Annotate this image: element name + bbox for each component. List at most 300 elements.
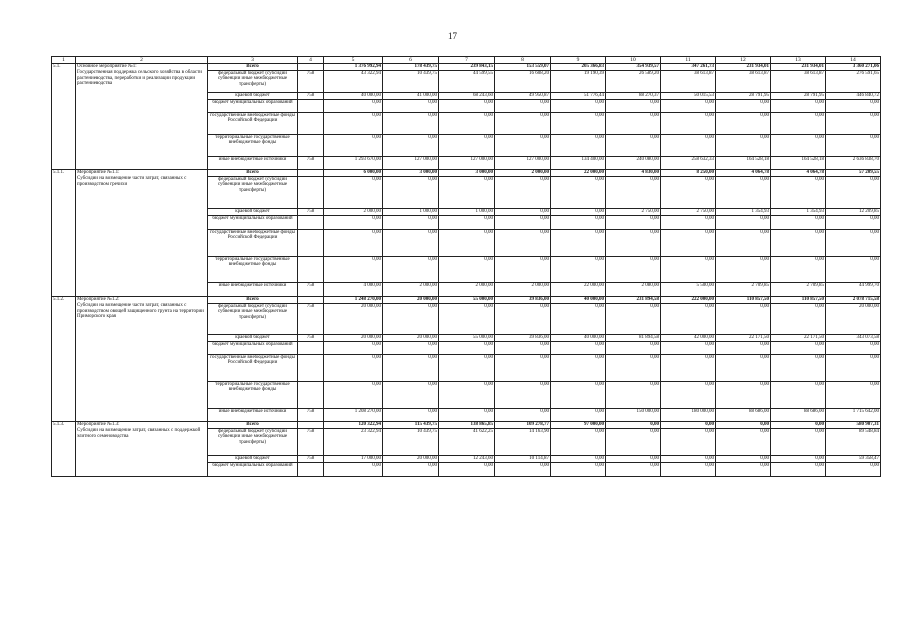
amount-cell: 120 322,94 — [324, 422, 383, 429]
amount-cell: 2 636 838,70 — [826, 157, 881, 170]
table-row — [52, 297, 881, 304]
amount-cell: 0,00 — [551, 429, 606, 456]
amount-cell: 0,00 — [606, 422, 661, 429]
amount-cell: 97 000,00 — [551, 422, 606, 429]
funding-source: Всего — [208, 297, 298, 304]
amount-cell: 231 934,01 — [771, 64, 826, 71]
amount-cell: 40 000,00 — [551, 297, 606, 304]
amount-cell: 88 686,00 — [716, 409, 771, 422]
block-title: Мероприятие №1.2: — [77, 297, 120, 302]
amount-cell: 110 857,50 — [716, 297, 771, 304]
amount-cell: 0,00 — [439, 113, 495, 135]
amount-cell: 51 776,44 — [551, 93, 606, 100]
funding-source: федеральный бюджет (субсидии субвенции иные межбюджетные трансферты) — [208, 304, 298, 335]
funding-source: федеральный бюджет (субсидии субвенции иные межбюджетные трансферты) — [208, 429, 298, 456]
amount-cell: 2 750,00 — [606, 209, 661, 216]
amount-cell: 0,00 — [383, 355, 439, 382]
amount-cell: 0,00 — [551, 113, 606, 135]
amount-cell: 0,00 — [383, 100, 439, 113]
budget-code — [298, 342, 324, 355]
amount-cell: 22 000,00 — [551, 170, 606, 177]
amount-cell: 222 000,00 — [661, 297, 716, 304]
amount-cell: 0,00 — [716, 257, 771, 283]
block-name-cell — [76, 170, 208, 297]
amount-cell: 16 608,20 — [495, 71, 551, 93]
amount-cell: 0,00 — [771, 230, 826, 257]
amount-cell: 0,00 — [324, 257, 383, 283]
amount-cell: 0,00 — [716, 177, 771, 209]
amount-cell: 446 840,72 — [826, 93, 881, 100]
funding-source: краевой бюджет — [208, 335, 298, 342]
amount-cell: 0,00 — [771, 429, 826, 456]
amount-cell: 240 080,00 — [606, 157, 661, 170]
amount-cell: 0,00 — [826, 342, 881, 355]
amount-cell: 153 559,07 — [495, 64, 551, 71]
amount-cell: 0,00 — [495, 209, 551, 216]
amount-cell: 0,00 — [383, 113, 439, 135]
amount-cell: 0,00 — [324, 382, 383, 409]
amount-cell: 38 613,87 — [661, 71, 716, 93]
funding-source: краевой бюджет — [208, 93, 298, 100]
amount-cell: 50 015,53 — [661, 93, 716, 100]
amount-cell: 26 589,20 — [606, 71, 661, 93]
amount-cell: 0,00 — [383, 135, 439, 157]
financing-table — [51, 56, 881, 477]
amount-cell: 2 000,00 — [439, 283, 495, 297]
amount-cell: 0,00 — [606, 100, 661, 113]
amount-cell: 0,00 — [771, 100, 826, 113]
amount-cell: 0,00 — [661, 257, 716, 283]
column-number: 5 — [324, 57, 383, 64]
amount-cell: 88 686,00 — [771, 409, 826, 422]
funding-source: государственные внебюджетные фонды Российской Федерации — [208, 113, 298, 135]
amount-cell: 0,00 — [383, 304, 439, 335]
amount-cell: 0,00 — [324, 230, 383, 257]
amount-cell: 0,00 — [771, 382, 826, 409]
amount-cell: 276 591,65 — [826, 71, 881, 93]
amount-cell: 0,00 — [439, 409, 495, 422]
amount-cell: 0,00 — [551, 355, 606, 382]
budget-code: 758 — [298, 157, 324, 170]
amount-cell: 12 209,85 — [826, 209, 881, 216]
amount-cell: 0,00 — [439, 382, 495, 409]
amount-cell: 0,00 — [661, 355, 716, 382]
column-number: 8 — [495, 57, 551, 64]
amount-cell: 23 322,94 — [324, 429, 383, 456]
block-number: 5.1.1. — [52, 170, 76, 297]
amount-cell: 38 613,87 — [716, 71, 771, 93]
column-number: 12 — [716, 57, 771, 64]
amount-cell: 0,00 — [771, 355, 826, 382]
amount-cell: 0,00 — [716, 230, 771, 257]
block-description: Субсидии на возмещение затрат, связанных с поддержкой элитного семеноводства — [77, 428, 201, 439]
amount-cell: 0,00 — [606, 382, 661, 409]
amount-cell: 0,00 — [771, 422, 826, 429]
amount-cell: 0,00 — [771, 342, 826, 355]
amount-cell: 0,00 — [661, 216, 716, 230]
amount-cell: 0,00 — [439, 216, 495, 230]
budget-code: 758 — [298, 93, 324, 100]
block-description: Субсидии на возмещение части затрат, связанных с производством гречихи — [77, 176, 187, 187]
column-number: 11 — [661, 57, 716, 64]
amount-cell: 0,00 — [324, 135, 383, 157]
amount-cell: 41 622,25 — [439, 429, 495, 456]
amount-cell: 20 000,00 — [324, 304, 383, 335]
amount-cell: 231 934,01 — [716, 64, 771, 71]
amount-cell: 0,00 — [324, 463, 383, 477]
column-number: 14 — [826, 57, 881, 64]
amount-cell: 14 163,90 — [495, 429, 551, 456]
amount-cell: 0,00 — [826, 100, 881, 113]
amount-cell: 22 171,50 — [771, 335, 826, 342]
amount-cell: 110 857,50 — [771, 297, 826, 304]
amount-cell: 0,00 — [439, 355, 495, 382]
amount-cell: 0,00 — [383, 409, 439, 422]
amount-cell: 0,00 — [716, 382, 771, 409]
amount-cell: 0,00 — [716, 342, 771, 355]
amount-cell: 0,00 — [661, 456, 716, 463]
budget-code: 758 — [298, 456, 324, 463]
amount-cell: 17 000,00 — [324, 456, 383, 463]
amount-cell: 2 078 715,58 — [826, 297, 881, 304]
block-name-cell — [76, 422, 208, 477]
amount-cell: 258 632,33 — [661, 157, 716, 170]
amount-cell: 0,00 — [606, 429, 661, 456]
amount-cell: 0,00 — [551, 456, 606, 463]
block-number: 5.1. — [52, 64, 76, 170]
amount-cell: 0,00 — [606, 135, 661, 157]
block-description: Субсидии на возмещение части затрат, связанных с производством овощей защищенного грунта на территории Приморского края — [77, 303, 204, 319]
amount-cell: 0,00 — [439, 100, 495, 113]
amount-cell: 2 000,00 — [324, 209, 383, 216]
amount-cell: 0,00 — [716, 113, 771, 135]
amount-cell: 180 000,00 — [661, 409, 716, 422]
amount-cell: 115 439,75 — [383, 422, 439, 429]
column-number: 13 — [771, 57, 826, 64]
amount-cell: 0,00 — [606, 456, 661, 463]
amount-cell: 164 528,18 — [716, 157, 771, 170]
amount-cell: 0,00 — [324, 100, 383, 113]
amount-cell: 127 000,00 — [383, 157, 439, 170]
amount-cell: 0,00 — [826, 177, 881, 209]
funding-source: федеральный бюджет (субсидии субвенции иные межбюджетные трансферты) — [208, 177, 298, 209]
amount-cell: 10 439,75 — [383, 429, 439, 456]
budget-code — [298, 382, 324, 409]
amount-cell: 0,00 — [551, 257, 606, 283]
amount-cell: 0,00 — [771, 456, 826, 463]
amount-cell: 2 000,00 — [495, 170, 551, 177]
amount-cell: 343 073,58 — [826, 335, 881, 342]
budget-code: 758 — [298, 283, 324, 297]
budget-code: 758 — [298, 209, 324, 216]
budget-code: 758 — [298, 335, 324, 342]
amount-cell: 4 064,78 — [771, 170, 826, 177]
amount-cell: 0,00 — [661, 113, 716, 135]
amount-cell: 3 360 271,06 — [826, 64, 881, 71]
amount-cell: 22 171,50 — [716, 335, 771, 342]
amount-cell: 0,00 — [661, 177, 716, 209]
budget-code — [298, 257, 324, 283]
budget-code — [298, 422, 324, 429]
amount-cell: 55 000,00 — [439, 335, 495, 342]
funding-source: федеральный бюджет (субсидии субвенции иные межбюджетные трансферты) — [208, 71, 298, 93]
amount-cell: 0,00 — [606, 304, 661, 335]
amount-cell: 0,00 — [606, 230, 661, 257]
amount-cell: 0,00 — [551, 463, 606, 477]
amount-cell: 0,00 — [716, 456, 771, 463]
amount-cell: 0,00 — [495, 342, 551, 355]
column-number: 1 — [52, 57, 76, 64]
amount-cell: 0,00 — [551, 230, 606, 257]
amount-cell: 127 000,00 — [439, 157, 495, 170]
amount-cell: 0,00 — [661, 135, 716, 157]
amount-cell: 0,00 — [606, 355, 661, 382]
amount-cell: 8 250,00 — [661, 170, 716, 177]
amount-cell: 0,00 — [826, 382, 881, 409]
amount-cell: 3 000,00 — [383, 170, 439, 177]
budget-code — [298, 135, 324, 157]
amount-cell: 59 358,47 — [826, 456, 881, 463]
amount-cell: 1 248 270,00 — [324, 297, 383, 304]
amount-cell: 0,00 — [771, 177, 826, 209]
amount-cell: 239 843,15 — [439, 64, 495, 71]
amount-cell: 580 907,31 — [826, 422, 881, 429]
amount-cell: 0,00 — [495, 216, 551, 230]
amount-cell: 1 354,93 — [716, 209, 771, 216]
block-title: Мероприятие №1.1: — [77, 170, 120, 175]
amount-cell: 0,00 — [495, 113, 551, 135]
amount-cell: 205 366,83 — [551, 64, 606, 71]
amount-cell: 81 894,58 — [606, 335, 661, 342]
amount-cell: 0,00 — [439, 463, 495, 477]
amount-cell: 0,00 — [495, 382, 551, 409]
amount-cell: 0,00 — [383, 463, 439, 477]
amount-cell: 0,00 — [324, 113, 383, 135]
amount-cell: 0,00 — [771, 135, 826, 157]
amount-cell: 0,00 — [661, 429, 716, 456]
budget-code — [298, 216, 324, 230]
amount-cell: 1 000,00 — [383, 209, 439, 216]
amount-cell: 347 261,73 — [661, 64, 716, 71]
funding-source: иные внебюджетные источники — [208, 157, 298, 170]
amount-cell: 0,00 — [495, 304, 551, 335]
amount-cell: 0,00 — [439, 342, 495, 355]
budget-code — [298, 463, 324, 477]
budget-code: 758 — [298, 304, 324, 335]
amount-cell: 0,00 — [606, 257, 661, 283]
amount-cell: 4 830,00 — [606, 170, 661, 177]
amount-cell: 0,00 — [495, 257, 551, 283]
block-title: Основное мероприятие №1: — [77, 64, 137, 69]
amount-cell: 0,00 — [495, 135, 551, 157]
amount-cell: 1 208 270,00 — [324, 409, 383, 422]
amount-cell: 0,00 — [606, 113, 661, 135]
amount-cell: 49 950,87 — [495, 93, 551, 100]
column-number: 10 — [606, 57, 661, 64]
amount-cell: 0,00 — [551, 304, 606, 335]
budget-code — [298, 355, 324, 382]
budget-code — [298, 64, 324, 71]
funding-source: бюджет муниципальных образований — [208, 342, 298, 355]
amount-cell: 0,00 — [495, 355, 551, 382]
amount-cell: 0,00 — [439, 257, 495, 283]
amount-cell: 0,00 — [324, 177, 383, 209]
amount-cell: 0,00 — [771, 257, 826, 283]
block-number: 5.1.3. — [52, 422, 76, 477]
amount-cell: 0,00 — [771, 113, 826, 135]
amount-cell: 0,00 — [826, 230, 881, 257]
funding-source: иные внебюджетные источники — [208, 283, 298, 297]
amount-cell: 6 000,00 — [324, 170, 383, 177]
amount-cell: 1 376 992,94 — [324, 64, 383, 71]
amount-cell: 5 500,00 — [661, 283, 716, 297]
table-row — [52, 422, 881, 429]
amount-cell: 0,00 — [551, 177, 606, 209]
funding-source: краевой бюджет — [208, 456, 298, 463]
amount-cell: 127 000,00 — [495, 157, 551, 170]
amount-cell: 0,00 — [661, 342, 716, 355]
column-number: 3 — [208, 57, 298, 64]
amount-cell: 0,00 — [324, 216, 383, 230]
amount-cell: 1 715 642,00 — [826, 409, 881, 422]
budget-code — [298, 100, 324, 113]
amount-cell: 0,00 — [606, 177, 661, 209]
amount-cell: 0,00 — [383, 230, 439, 257]
amount-cell: 10 114,87 — [495, 456, 551, 463]
amount-cell: 2 709,85 — [771, 283, 826, 297]
amount-cell: 0,00 — [606, 216, 661, 230]
amount-cell: 0,00 — [716, 100, 771, 113]
amount-cell: 0,00 — [661, 230, 716, 257]
funding-source: территориальные государственные внебюджетные фонды — [208, 257, 298, 283]
amount-cell: 0,00 — [383, 257, 439, 283]
amount-cell: 2 080,00 — [606, 283, 661, 297]
budget-code — [298, 297, 324, 304]
amount-cell: 0,00 — [324, 342, 383, 355]
amount-cell: 0,00 — [661, 100, 716, 113]
amount-cell: 39 836,00 — [495, 335, 551, 342]
amount-cell: 2 000,00 — [383, 283, 439, 297]
amount-cell: 0,00 — [771, 304, 826, 335]
amount-cell: 0,00 — [324, 355, 383, 382]
funding-source: территориальные государственные внебюджетные фонды — [208, 382, 298, 409]
amount-cell: 0,00 — [716, 463, 771, 477]
amount-cell: 28 791,95 — [771, 93, 826, 100]
amount-cell: 20 000,00 — [324, 335, 383, 342]
amount-cell: 0,00 — [551, 382, 606, 409]
block-description: Государственная поддержка сельского хозяйства в области растениеводства, переработки и реализации продукции растениеводства — [77, 70, 202, 86]
funding-source: краевой бюджет — [208, 209, 298, 216]
amount-cell: 0,00 — [383, 177, 439, 209]
column-number-row — [52, 57, 881, 64]
amount-cell: 0,00 — [826, 113, 881, 135]
funding-source: иные внебюджетные источники — [208, 409, 298, 422]
budget-code — [298, 113, 324, 135]
amount-cell: 44 999,70 — [826, 283, 881, 297]
amount-cell: 4 064,78 — [716, 170, 771, 177]
amount-cell: 0,00 — [826, 463, 881, 477]
amount-cell: 0,00 — [606, 342, 661, 355]
table-row — [52, 64, 881, 71]
amount-cell: 0,00 — [495, 463, 551, 477]
block-name-cell — [76, 297, 208, 422]
amount-cell: 2 750,00 — [661, 209, 716, 216]
amount-cell: 0,00 — [551, 216, 606, 230]
amount-cell: 41 000,00 — [383, 93, 439, 100]
amount-cell: 354 939,57 — [606, 64, 661, 71]
funding-source: территориальные государственные внебюджетные фонды — [208, 135, 298, 157]
amount-cell: 89 548,84 — [826, 429, 881, 456]
block-number: 5.1.2. — [52, 297, 76, 422]
amount-cell: 0,00 — [716, 429, 771, 456]
funding-source: Всего — [208, 170, 298, 177]
amount-cell: 0,00 — [495, 100, 551, 113]
amount-cell: 1 000,00 — [439, 209, 495, 216]
amount-cell: 20 000,00 — [383, 297, 439, 304]
amount-cell: 0,00 — [826, 216, 881, 230]
amount-cell: 0,00 — [661, 463, 716, 477]
amount-cell: 68 243,60 — [439, 93, 495, 100]
amount-cell: 42 000,00 — [661, 335, 716, 342]
block-name-cell — [76, 64, 208, 170]
funding-source: государственные внебюджетные фонды Российской Федерации — [208, 355, 298, 382]
column-number: 4 — [298, 57, 324, 64]
amount-cell: 0,00 — [661, 382, 716, 409]
amount-cell: 2 000,00 — [495, 283, 551, 297]
funding-source: Всего — [208, 422, 298, 429]
amount-cell: 10 439,75 — [383, 71, 439, 93]
column-number: 6 — [383, 57, 439, 64]
amount-cell: 38 613,87 — [771, 71, 826, 93]
amount-cell: 178 439,75 — [383, 64, 439, 71]
amount-cell: 0,00 — [551, 342, 606, 355]
budget-code — [298, 170, 324, 177]
amount-cell: 0,00 — [439, 230, 495, 257]
amount-cell: 0,00 — [826, 135, 881, 157]
amount-cell: 28 791,95 — [716, 93, 771, 100]
amount-cell: 0,00 — [383, 342, 439, 355]
amount-cell: 44 599,55 — [439, 71, 495, 93]
page-number: 17 — [448, 31, 457, 41]
amount-cell: 57 209,55 — [826, 170, 881, 177]
block-title: Мероприятие №1.3: — [77, 422, 120, 427]
amount-cell: 20 000,00 — [383, 456, 439, 463]
amount-cell: 0,00 — [716, 216, 771, 230]
funding-source: бюджет муниципальных образований — [208, 216, 298, 230]
amount-cell: 0,00 — [383, 216, 439, 230]
amount-cell: 0,00 — [495, 409, 551, 422]
amount-cell: 40 000,00 — [551, 335, 606, 342]
amount-cell: 0,00 — [716, 422, 771, 429]
column-number: 9 — [551, 57, 606, 64]
amount-cell: 0,00 — [495, 177, 551, 209]
amount-cell: 0,00 — [661, 422, 716, 429]
amount-cell: 4 000,00 — [324, 283, 383, 297]
amount-cell: 164 528,18 — [771, 157, 826, 170]
amount-cell: 0,00 — [551, 100, 606, 113]
amount-cell: 0,00 — [551, 209, 606, 216]
amount-cell: 2 709,85 — [716, 283, 771, 297]
amount-cell: 231 894,58 — [606, 297, 661, 304]
amount-cell: 0,00 — [716, 135, 771, 157]
amount-cell: 0,00 — [826, 355, 881, 382]
funding-source: бюджет муниципальных образований — [208, 100, 298, 113]
amount-cell: 0,00 — [716, 304, 771, 335]
amount-cell: 39 836,00 — [495, 297, 551, 304]
amount-cell: 0,00 — [439, 135, 495, 157]
budget-code — [298, 177, 324, 209]
column-number: 7 — [439, 57, 495, 64]
